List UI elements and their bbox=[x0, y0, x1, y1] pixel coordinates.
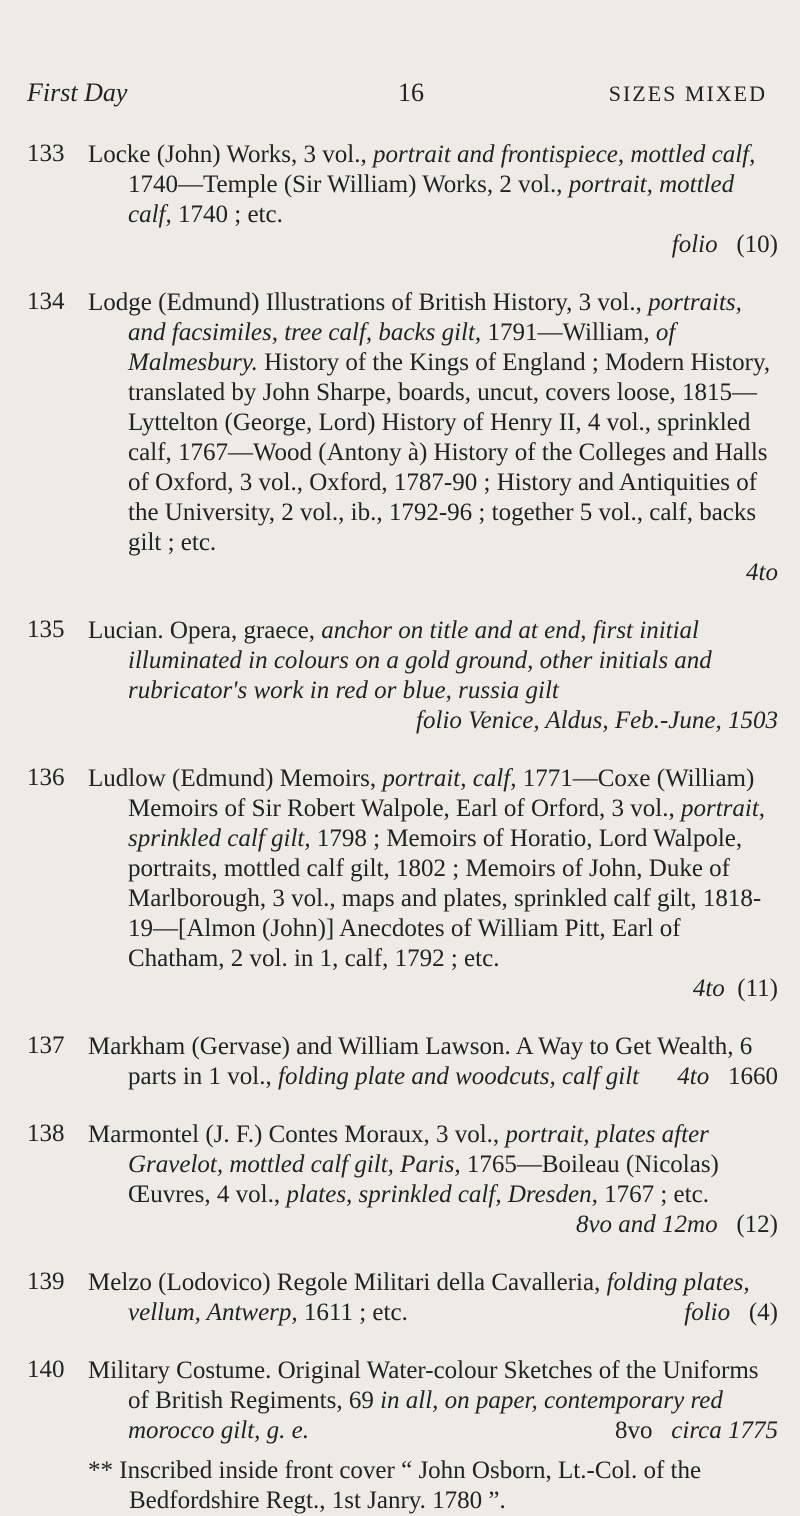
lot-number: 133 bbox=[27, 140, 65, 167]
lot-number: 138 bbox=[27, 1120, 65, 1147]
lot-entry bbox=[27, 1356, 778, 1446]
page-number: 16 bbox=[398, 78, 424, 107]
lot-entry bbox=[27, 288, 778, 588]
header-day: First Day bbox=[27, 78, 128, 107]
lot-description: Military Costume. Original Water-colour Sketches of the Uniforms of British Regiments, 69 in all, on paper, contemporary red morocco gilt, g. e. 8vo circa 1775 bbox=[88, 1357, 778, 1444]
lot-number: 139 bbox=[27, 1268, 65, 1295]
lot-entry bbox=[27, 140, 778, 260]
lot-number: 134 bbox=[27, 288, 65, 315]
lot-entry bbox=[27, 616, 778, 736]
lot-number: 135 bbox=[27, 616, 65, 643]
lot-number: 137 bbox=[27, 1032, 65, 1059]
lot-description: Lucian. Opera, graece, anchor on title and at end, first initial illuminated in colours on a gold ground, other initials and rubricator's work in red or blue, russia gilt folio Venice, Aldus, Feb.-June, 1503 bbox=[88, 617, 778, 734]
lot-note: ** Inscribed inside front cover “ John Osborn, Lt.-Col. of the Bedfordshire Regt., 1st Janry. 1780 ”. bbox=[88, 1457, 702, 1514]
page-header bbox=[27, 78, 767, 112]
lot-description: Locke (John) Works, 3 vol., portrait and frontispiece, mottled calf, 1740—Temple (Sir William) Works, 2 vol., portrait, mottled calf, 1740 ; etc. folio (10) bbox=[88, 141, 778, 258]
lot-description: Melzo (Lodovico) Regole Militari della Cavalleria, folding plates, vellum, Antwerp, 1611 ; etc. folio (4) bbox=[88, 1269, 778, 1326]
lot-description: Marmontel (J. F.) Contes Moraux, 3 vol., portrait, plates after Gravelot, mottled calf gilt, Paris, 1765—Boileau (Nicolas) Œuvres, 4 vol., plates, sprinkled calf, Dresden, 1767 ; etc. 8vo and 12mo (12) bbox=[88, 1121, 778, 1238]
lot-description: Markham (Gervase) and William Lawson. A Way to Get Wealth, 6 parts in 1 vol., folding plate and woodcuts, calf gilt 4to 1660 bbox=[88, 1033, 778, 1090]
lot-entry bbox=[27, 764, 778, 1004]
lot-description: Ludlow (Edmund) Memoirs, portrait, calf, 1771—Coxe (William) Memoirs of Sir Robert Walpole, Earl of Orford, 3 vol., portrait, sprinkled calf gilt, 1798 ; Memoirs of Horatio, Lord Walpole, portraits, mottled calf gilt, 1802 ; Memoirs of John, Duke of Marlborough, 3 vol., maps and plates, sprinkled calf gilt, 1818-19—[Almon (John)] Anecdotes of William Pitt, Earl of Chatham, 2 vol. in 1, calf, 1792 ; etc. 4to (11) bbox=[88, 765, 778, 1002]
lot-entry bbox=[27, 1268, 778, 1328]
lot-number: 140 bbox=[27, 1356, 65, 1383]
header-section: SIZES MIXED bbox=[608, 81, 767, 106]
lot-number: 136 bbox=[27, 764, 65, 791]
lot-entry bbox=[27, 1120, 778, 1240]
lot-entry bbox=[27, 1032, 778, 1092]
lot-description: Lodge (Edmund) Illustrations of British History, 3 vol., portraits, and facsimiles, tree calf, backs gilt, 1791—William, of Malmesbury. History of the Kings of England ; Modern History, translated by John Sharpe, boards, uncut, covers loose, 1815—Lyttelton (George, Lord) History of Henry II, 4 vol., sprinkled calf, 1767—Wood (Antony à) History of the Colleges and Halls of Oxford, 3 vol., Oxford, 1787-90 ; History and Antiquities of the University, 2 vol., ib., 1792-96 ; together 5 vol., calf, backs gilt ; etc. 4to bbox=[88, 289, 778, 586]
